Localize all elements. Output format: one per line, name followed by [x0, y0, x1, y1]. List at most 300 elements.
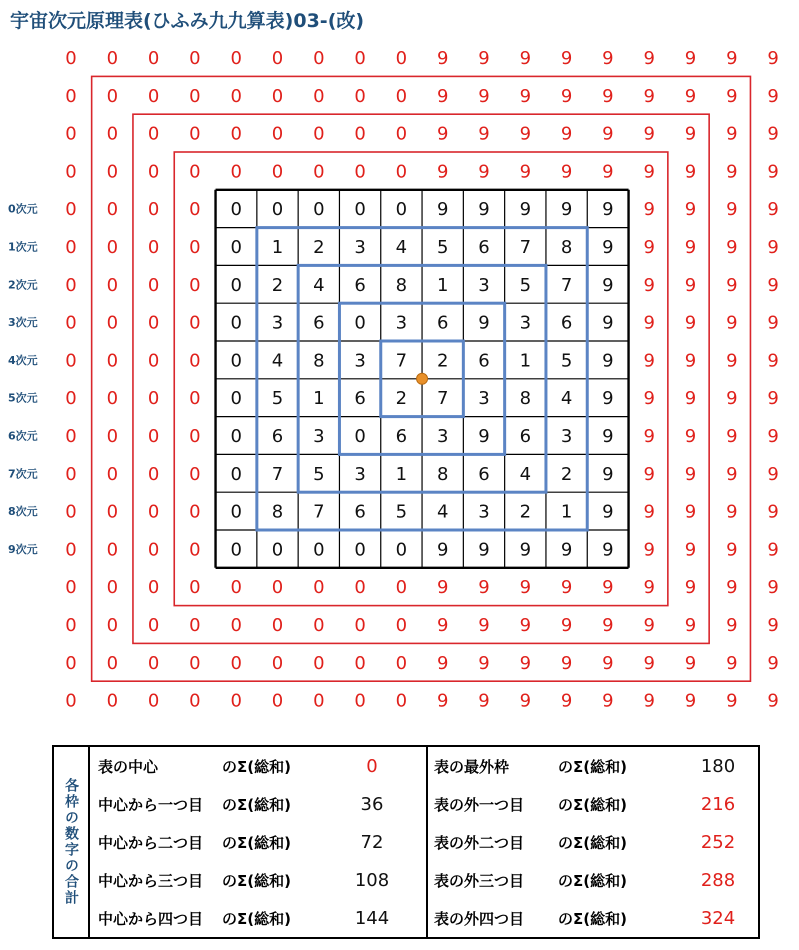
- grid-cell-digit: 9: [767, 577, 779, 599]
- grid-cell-digit: 0: [65, 48, 77, 69]
- grid-cell-digit: 0: [65, 539, 77, 561]
- dimension-label: 0次元: [8, 202, 38, 216]
- grid-cell-digit: 1: [395, 463, 408, 485]
- grid-cell-digit: 0: [147, 539, 160, 561]
- grid-cell-digit: 7: [395, 350, 408, 372]
- grid-cell-digit: 0: [106, 388, 119, 410]
- grid-cell-digit: 9: [602, 426, 614, 447]
- grid-cell-digit: 9: [478, 539, 490, 561]
- summary-row-label: 中心から三つ目: [98, 871, 204, 890]
- grid-cell-digit: 0: [230, 615, 242, 636]
- dimension-label: 1次元: [8, 240, 38, 254]
- grid-cell-digit: 2: [395, 388, 408, 410]
- grid-cell-digit: 9: [726, 161, 738, 183]
- grid-cell-digit: 9: [726, 48, 738, 69]
- grid-cell-digit: 0: [106, 199, 119, 221]
- grid-cell-digit: 6: [354, 388, 366, 410]
- grid-cell-digit: 0: [313, 690, 325, 712]
- grid-cell-digit: 2: [560, 463, 573, 485]
- grid-cell-digit: 0: [106, 690, 119, 712]
- grid-cell-digit: 9: [602, 237, 614, 258]
- summary-row-value: 72: [360, 831, 384, 853]
- grid-cell-digit: 0: [271, 48, 284, 69]
- dimension-label: 8次元: [8, 505, 38, 519]
- summary-table: [52, 745, 760, 939]
- grid-cell-digit: 0: [189, 615, 201, 636]
- grid-cell-digit: 4: [271, 350, 284, 372]
- grid-cell-digit: 9: [767, 615, 779, 636]
- grid-cell-digit: 0: [354, 123, 366, 145]
- grid-cell-digit: 0: [354, 48, 366, 69]
- grid-cell-digit: 0: [313, 123, 325, 145]
- grid-cell-digit: 4: [519, 463, 532, 485]
- grid-cell-digit: 0: [313, 652, 325, 674]
- grid-cell-digit: 9: [478, 652, 490, 674]
- grid-cell-digit: 9: [436, 577, 449, 599]
- summary-row-sigma: のΣ(総和): [558, 795, 627, 814]
- grid-cell-digit: 0: [395, 161, 408, 183]
- grid-cell-digit: 9: [519, 652, 532, 674]
- grid-cell-digit: 9: [726, 85, 738, 107]
- grid-cell-digit: 0: [395, 48, 408, 69]
- grid-cell-digit: 9: [478, 161, 490, 183]
- grid-cell-digit: 9: [560, 652, 573, 674]
- grid-cell-digit: 9: [643, 501, 655, 523]
- grid-cell-digit: 0: [65, 501, 77, 523]
- grid-cell-digit: 9: [726, 577, 738, 599]
- grid-cell-digit: 9: [602, 312, 614, 334]
- grid-cell-digit: 5: [313, 463, 325, 485]
- grid-cell-digit: 0: [271, 123, 284, 145]
- summary-row-sigma: のΣ(総和): [222, 871, 291, 890]
- grid-cell-digit: 0: [189, 388, 201, 410]
- grid-cell-digit: 9: [767, 388, 779, 410]
- grid-cell-digit: 1: [436, 274, 449, 296]
- summary-row-sigma: のΣ(総和): [558, 833, 627, 852]
- grid-cell-digit: 0: [189, 48, 201, 69]
- grid-cell-digit: 7: [271, 463, 284, 485]
- grid-cell-digit: 9: [726, 652, 738, 674]
- grid-cell-digit: 0: [65, 426, 77, 447]
- grid-cell-digit: 0: [147, 577, 160, 599]
- grid-cell-digit: 0: [65, 350, 77, 372]
- grid-cell-digit: 9: [643, 85, 655, 107]
- grid-cell-digit: 9: [478, 426, 490, 447]
- grid-cell-digit: 9: [643, 615, 655, 636]
- grid-cell-digit: 3: [478, 274, 490, 296]
- grid-cell-digit: 9: [767, 274, 779, 296]
- grid-cell-digit: 0: [354, 539, 366, 561]
- grid-cell-digit: 0: [189, 274, 201, 296]
- grid-cell-digit: 6: [478, 463, 490, 485]
- grid-cell-digit: 0: [65, 690, 77, 712]
- grid-cell-digit: 9: [726, 426, 738, 447]
- grid-cell-digit: 0: [147, 501, 160, 523]
- summary-row: [434, 823, 758, 861]
- grid-cell-digit: 9: [767, 463, 779, 485]
- grid-cell-digit: 0: [65, 463, 77, 485]
- grid-cell-digit: 0: [147, 426, 160, 447]
- grid-cell-digit: 3: [354, 350, 366, 372]
- grid-cell-digit: 0: [271, 539, 284, 561]
- grid-cell-digit: 0: [395, 539, 408, 561]
- grid-cell-digit: 9: [726, 199, 738, 221]
- grid-cell-digit: 3: [395, 312, 408, 334]
- grid-cell-digit: 0: [230, 426, 242, 447]
- grid-cell-digit: 9: [602, 274, 614, 296]
- grid-cell-digit: 0: [313, 48, 325, 69]
- grid-cell-digit: 9: [767, 237, 779, 258]
- grid-cell-digit: 0: [271, 615, 284, 636]
- summary-row-sigma: のΣ(総和): [558, 757, 627, 776]
- grid-cell-digit: 3: [271, 312, 284, 334]
- grid-cell-digit: 9: [643, 690, 655, 712]
- grid-cell-digit: 0: [147, 388, 160, 410]
- grid-cell-digit: 0: [106, 539, 119, 561]
- grid-cell-digit: 9: [519, 123, 532, 145]
- grid-cell-digit: 0: [106, 652, 119, 674]
- grid-cell-digit: 9: [726, 388, 738, 410]
- summary-row: [434, 861, 758, 899]
- summary-row-sigma: のΣ(総和): [558, 909, 627, 928]
- grid-cell-digit: 0: [106, 123, 119, 145]
- grid-cell-digit: 9: [478, 199, 490, 221]
- grid-cell-digit: 0: [230, 652, 242, 674]
- grid-cell-digit: 6: [478, 237, 490, 258]
- grid-cell-digit: 0: [354, 577, 366, 599]
- grid-cell-digit: 5: [519, 274, 532, 296]
- grid-cell-digit: 9: [602, 388, 614, 410]
- grid-cell-digit: 9: [767, 426, 779, 447]
- grid-cell-digit: 9: [684, 274, 697, 296]
- grid-cell-digit: 8: [313, 350, 325, 372]
- grid-cell-digit: 0: [189, 652, 201, 674]
- grid-cell-digit: 8: [436, 463, 449, 485]
- page-title: 宇宙次元原理表(ひふみ九九算表)03-(改): [10, 10, 365, 32]
- grid-cell-digit: 0: [147, 312, 160, 334]
- grid-cell-digit: 0: [189, 463, 201, 485]
- summary-row-sigma: のΣ(総和): [222, 795, 291, 814]
- dimension-label: 2次元: [8, 278, 38, 292]
- summary-row-label: 表の中心: [98, 757, 159, 776]
- grid-cell-digit: 0: [354, 652, 366, 674]
- summary-row-value: 144: [354, 907, 390, 929]
- summary-row-sigma: のΣ(総和): [222, 833, 291, 852]
- grid-cell-digit: 9: [602, 161, 614, 183]
- grid-cell-digit: 5: [560, 350, 573, 372]
- grid-cell-digit: 0: [65, 652, 77, 674]
- grid-cell-digit: 9: [602, 463, 614, 485]
- grid-cell-digit: 9: [602, 350, 614, 372]
- grid-cell-digit: 0: [189, 199, 201, 221]
- grid-cell-digit: 0: [230, 199, 242, 221]
- grid-cell-digit: 0: [230, 312, 242, 334]
- summary-row-value: 252: [700, 831, 736, 853]
- grid-cell-digit: 0: [189, 85, 201, 107]
- grid-cell-digit: 0: [395, 123, 408, 145]
- grid-cell-digit: 0: [230, 237, 242, 258]
- grid-cell-digit: 9: [560, 199, 573, 221]
- summary-row-value: 36: [360, 793, 384, 815]
- grid-cell-digit: 9: [478, 690, 490, 712]
- grid-cell-digit: 9: [436, 48, 449, 69]
- summary-row: [98, 747, 424, 785]
- grid-cell-digit: 3: [560, 426, 573, 447]
- grid-cell-digit: 8: [519, 388, 532, 410]
- grid-cell-digit: 7: [313, 501, 325, 523]
- grid-cell-digit: 3: [478, 388, 490, 410]
- grid-cell-digit: 9: [560, 539, 573, 561]
- grid-cell-digit: 0: [313, 199, 325, 221]
- summary-row-label: 中心から一つ目: [98, 795, 204, 814]
- grid-cell-digit: 9: [602, 690, 614, 712]
- summary-row-label: 表の外四つ目: [434, 909, 525, 928]
- grid-cell-digit: 9: [767, 690, 779, 712]
- grid-cell-digit: 9: [684, 615, 697, 636]
- grid-cell-digit: 0: [354, 199, 366, 221]
- grid-cell-digit: 9: [726, 312, 738, 334]
- dimension-label: 6次元: [8, 429, 38, 443]
- grid-cell-digit: 9: [767, 199, 779, 221]
- grid-cell-digit: 0: [271, 690, 284, 712]
- grid-cell-digit: 9: [602, 501, 614, 523]
- grid-cell-digit: 9: [602, 652, 614, 674]
- grid-cell-digit: 9: [726, 123, 738, 145]
- grid-cell-digit: 0: [189, 577, 201, 599]
- grid-cell-digit: 8: [560, 237, 573, 258]
- grid-cell-digit: 9: [726, 274, 738, 296]
- grid-cell-digit: 0: [147, 48, 160, 69]
- grid-cell-digit: 9: [643, 199, 655, 221]
- grid-cell-digit: 1: [313, 388, 325, 410]
- grid-cell-digit: 0: [147, 85, 160, 107]
- summary-row-sigma: のΣ(総和): [558, 871, 627, 890]
- grid-cell-digit: 0: [147, 161, 160, 183]
- grid-cell-digit: 9: [726, 350, 738, 372]
- grid-cell-digit: 9: [684, 85, 697, 107]
- grid-cell-digit: 0: [106, 615, 119, 636]
- center-dot: [417, 373, 428, 384]
- grid-cell-digit: 0: [65, 274, 77, 296]
- summary-row-value: 324: [700, 907, 736, 929]
- grid-cell-digit: 6: [478, 350, 490, 372]
- grid-cell-digit: 0: [106, 85, 119, 107]
- grid-cell-digit: 8: [271, 501, 284, 523]
- summary-row-value: 216: [700, 793, 736, 815]
- grid-cell-digit: 9: [602, 199, 614, 221]
- grid-cell-digit: 0: [147, 237, 160, 258]
- grid-cell-digit: 3: [354, 237, 366, 258]
- grid-cell-digit: 0: [395, 652, 408, 674]
- grid-cell-digit: 3: [519, 312, 532, 334]
- grid-cell-digit: 9: [684, 690, 697, 712]
- grid-cell-digit: 0: [230, 48, 242, 69]
- grid-cell-digit: 9: [767, 652, 779, 674]
- grid-cell-digit: 9: [726, 237, 738, 258]
- grid-cell-digit: 0: [354, 690, 366, 712]
- grid-cell-digit: 0: [395, 85, 408, 107]
- grid-cell-digit: 9: [684, 652, 697, 674]
- grid-cell-digit: 0: [65, 161, 77, 183]
- grid-cell-digit: 0: [189, 501, 201, 523]
- summary-row: [98, 861, 424, 899]
- grid-cell-digit: 9: [478, 577, 490, 599]
- summary-row-value: 108: [354, 869, 390, 891]
- grid-cell-digit: 9: [602, 123, 614, 145]
- grid-cell-digit: 9: [767, 85, 779, 107]
- dimension-label: 3次元: [8, 316, 38, 330]
- grid-cell-digit: 0: [189, 539, 201, 561]
- summary-row-label: 表の外一つ目: [434, 795, 525, 814]
- grid-cell-digit: 9: [643, 577, 655, 599]
- grid-cell-digit: 9: [684, 426, 697, 447]
- summary-row-sigma: のΣ(総和): [222, 909, 291, 928]
- grid-cell-digit: 3: [436, 426, 449, 447]
- grid-cell-digit: 9: [643, 48, 655, 69]
- summary-row-label: 表の最外枠: [434, 757, 510, 776]
- grid-cell-digit: 7: [519, 237, 532, 258]
- summary-row-value: 180: [700, 755, 736, 777]
- grid-cell-digit: 0: [106, 350, 119, 372]
- grid-cell-digit: 9: [643, 123, 655, 145]
- grid-cell-digit: 9: [478, 85, 490, 107]
- grid-cell-digit: 9: [643, 539, 655, 561]
- grid-cell-digit: 9: [436, 652, 449, 674]
- grid-cell-digit: 7: [436, 388, 449, 410]
- grid-cell-digit: 0: [313, 161, 325, 183]
- grid-cell-digit: 2: [519, 501, 532, 523]
- grid-cell-digit: 5: [271, 388, 284, 410]
- grid-cell-digit: 9: [519, 48, 532, 69]
- summary-row: [434, 899, 758, 937]
- grid-cell-digit: 0: [271, 577, 284, 599]
- grid-cell-digit: 0: [106, 161, 119, 183]
- grid-cell-digit: 9: [436, 161, 449, 183]
- grid-cell-digit: 9: [767, 501, 779, 523]
- grid-cell-digit: 9: [560, 615, 573, 636]
- grid-cell-digit: 9: [684, 199, 697, 221]
- grid-cell-digit: 0: [106, 48, 119, 69]
- grid-cell-digit: 9: [436, 123, 449, 145]
- grid-cell-digit: 0: [395, 199, 408, 221]
- grid-cell-digit: 6: [560, 312, 573, 334]
- dimension-label-layer: [8, 202, 38, 556]
- grid-cell-digit: 9: [436, 690, 449, 712]
- grid-cell-digit: 9: [643, 350, 655, 372]
- summary-row: [434, 747, 758, 785]
- grid-cell-digit: 6: [271, 426, 284, 447]
- grid-cell-digit: 9: [767, 539, 779, 561]
- grid-cell-digit: 3: [354, 463, 366, 485]
- grid-cell-digit: 1: [560, 501, 573, 523]
- grid-cell-digit: 0: [230, 161, 242, 183]
- summary-side-label: 各枠の数字の合計: [54, 747, 90, 937]
- grid-cell-digit: 9: [478, 312, 490, 334]
- grid-cell-digit: 9: [478, 615, 490, 636]
- grid-cell-digit: 9: [684, 312, 697, 334]
- dimension-label: 5次元: [8, 391, 38, 405]
- grid-cell-digit: 9: [519, 85, 532, 107]
- grid-cell-digit: 9: [684, 388, 697, 410]
- summary-row: [98, 823, 424, 861]
- grid-cell-digit: 2: [271, 274, 284, 296]
- grid-cell-digit: 9: [767, 48, 779, 69]
- grid-cell-digit: 0: [395, 577, 408, 599]
- grid-cell-digit: 0: [230, 85, 242, 107]
- grid-cell-digit: 9: [560, 85, 573, 107]
- summary-row-label: 中心から二つ目: [98, 833, 204, 852]
- grid-cell-digit: 0: [147, 199, 160, 221]
- grid-cell-digit: 6: [354, 501, 366, 523]
- grid-cell-digit: 0: [354, 312, 366, 334]
- grid-cell-digit: 9: [602, 539, 614, 561]
- grid-cell-digit: 9: [478, 123, 490, 145]
- grid-cell-digit: 0: [106, 237, 119, 258]
- grid-cell-digit: 4: [313, 274, 325, 296]
- grid-cell-digit: 0: [354, 161, 366, 183]
- summary-row-label: 表の外三つ目: [434, 871, 525, 890]
- grid-cell-digit: 0: [147, 615, 160, 636]
- grid-cell-digit: 9: [643, 652, 655, 674]
- grid-cell-digit: 0: [313, 539, 325, 561]
- grid-cell-digit: 0: [147, 274, 160, 296]
- summary-row-value: 288: [700, 869, 736, 891]
- grid-cell-digit: 9: [602, 577, 614, 599]
- grid-cell-digit: 9: [643, 426, 655, 447]
- grid-cell-digit: 0: [189, 426, 201, 447]
- grid-cell-digit: 4: [395, 237, 408, 258]
- dimension-label: 9次元: [8, 542, 38, 556]
- grid-cell-digit: 0: [189, 237, 201, 258]
- grid-cell-digit: 9: [767, 123, 779, 145]
- grid-cell-digit: 0: [65, 312, 77, 334]
- grid-cell-digit: 9: [478, 48, 490, 69]
- grid-cell-digit: 0: [65, 577, 77, 599]
- grid-cell-digit: 9: [643, 312, 655, 334]
- grid-cell-digit: 0: [230, 388, 242, 410]
- grid-cell-digit: 1: [519, 350, 532, 372]
- dimension-label: 7次元: [8, 467, 38, 481]
- grid-cell-digit: 0: [65, 237, 77, 258]
- grid-cell-digit: 0: [354, 615, 366, 636]
- grid-cell-digit: 0: [354, 85, 366, 107]
- grid-cell-digit: 0: [354, 426, 366, 447]
- grid-cell-digit: 9: [726, 463, 738, 485]
- grid-cell-digit: 9: [560, 577, 573, 599]
- grid-cell-digit: 3: [313, 426, 325, 447]
- grid-cell-digit: 9: [767, 350, 779, 372]
- grid-cell-digit: 0: [230, 350, 242, 372]
- grid-cell-digit: 0: [65, 388, 77, 410]
- grid-cell-digit: 0: [106, 577, 119, 599]
- grid-cell-digit: 6: [395, 426, 408, 447]
- grid-cell-digit: 9: [519, 615, 532, 636]
- grid-cell-digit: 9: [519, 199, 532, 221]
- grid-cell-digit: 0: [271, 85, 284, 107]
- grid-cell-digit: 9: [436, 85, 449, 107]
- grid-cell-digit: 9: [643, 463, 655, 485]
- grid-cell-digit: 0: [147, 123, 160, 145]
- grid-cell-digit: 0: [271, 161, 284, 183]
- grid-cell-digit: 9: [519, 161, 532, 183]
- grid-cell-digit: 0: [230, 123, 242, 145]
- grid-cell-digit: 0: [189, 312, 201, 334]
- grid-cell-digit: 0: [147, 463, 160, 485]
- grid-cell-digit: 0: [65, 615, 77, 636]
- summary-row: [98, 785, 424, 823]
- grid-cell-digit: 9: [602, 48, 614, 69]
- grid-cell-digit: 0: [106, 463, 119, 485]
